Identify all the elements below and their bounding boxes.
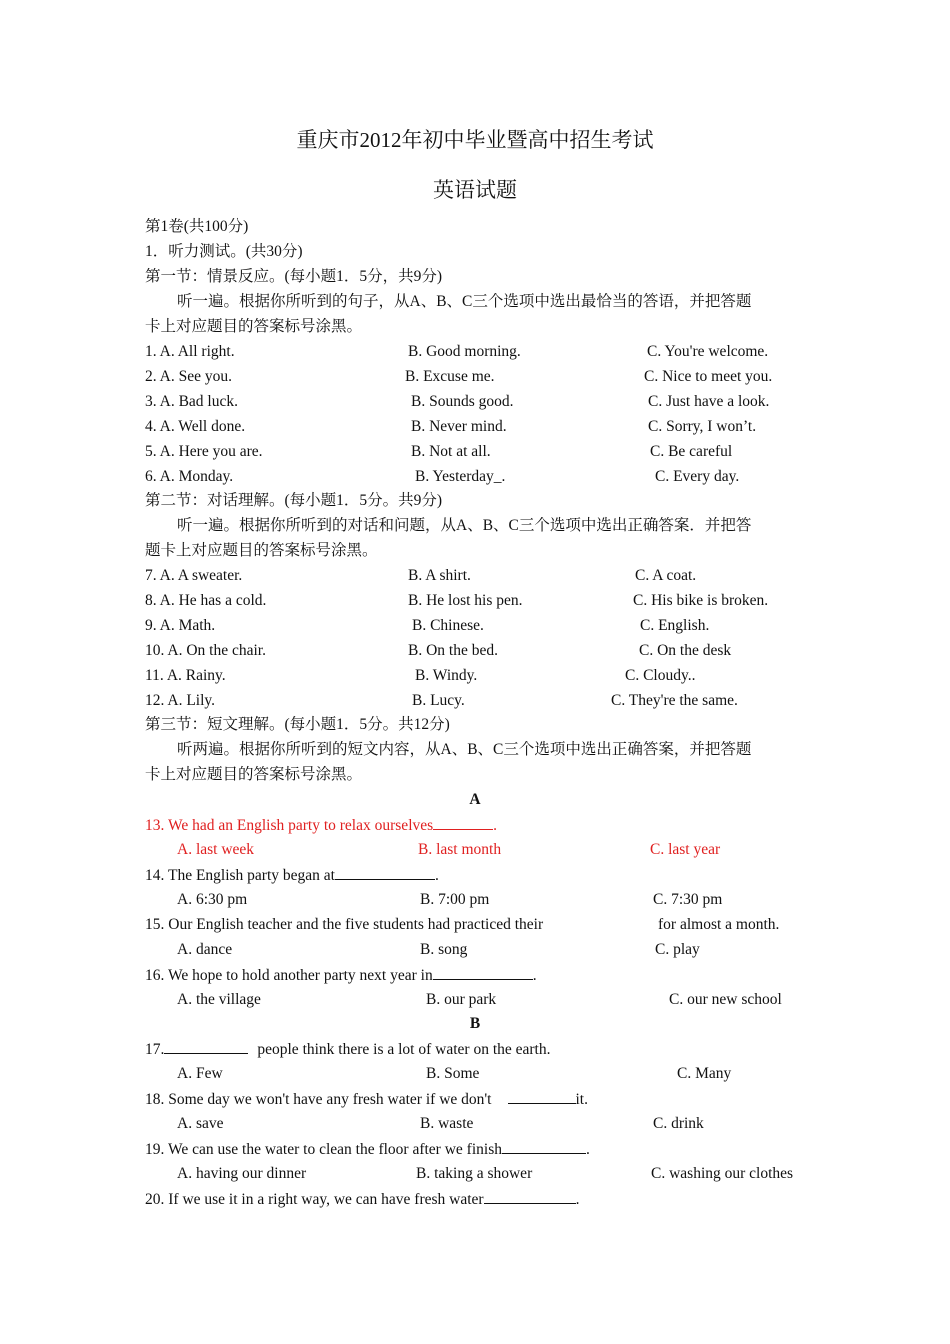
option-c: C. Cloudy..: [625, 667, 696, 684]
option-b: B. Yesterday_.: [415, 468, 506, 485]
question-18-options: [177, 1114, 777, 1134]
option-b: B. our park: [426, 991, 497, 1008]
option-b: B. On the bed.: [408, 642, 498, 659]
option-c: C. English.: [640, 617, 710, 634]
answer-blank: [502, 1139, 586, 1154]
option-a: 7. A. A sweater.: [145, 567, 243, 584]
answer-blank: [484, 1189, 576, 1204]
answer-blank: [335, 865, 435, 880]
option-a: 5. A. Here you are.: [145, 443, 263, 460]
option-b: B. Never mind.: [411, 418, 507, 435]
answer-blank: [164, 1039, 248, 1054]
question-row: [145, 566, 845, 586]
option-b: B. Sounds good.: [411, 393, 514, 410]
question-stem: 16. We hope to hold another party next year in: [145, 967, 433, 984]
option-b: B. Some: [426, 1065, 480, 1082]
section2-heading: 第二节：对话理解。(每小题1．5分。共9分): [145, 492, 443, 509]
question-row: [145, 666, 845, 686]
option-b: B. Lucy.: [412, 692, 465, 709]
question-17: 17. people think there is a lot of water on the earth.: [145, 1041, 551, 1058]
question-13: 13. We had an English party to relax ourselves .: [145, 817, 498, 834]
question-17-options: [177, 1064, 777, 1084]
question-18: 18. Some day we won't have any fresh water if we don't it.: [145, 1091, 588, 1108]
option-b: B. taking a shower: [416, 1165, 533, 1182]
option-a: 2. A. See you.: [145, 368, 232, 385]
exam-title: 重庆市2012年初中毕业暨高中招生考试: [296, 128, 654, 152]
option-b: B. Good morning.: [408, 343, 521, 360]
section3-instruction-cont: 卡上对应题目的答案标号涂黑。: [145, 766, 363, 783]
option-a: 1. A. All right.: [145, 343, 235, 360]
question-16-options: [177, 990, 797, 1010]
passage-b-label: B: [469, 1015, 481, 1032]
question-row: [145, 392, 845, 412]
passage-a-label: A: [469, 791, 481, 808]
option-c: C. play: [655, 941, 700, 958]
option-c: C. Many: [677, 1065, 732, 1082]
question-14-options: [177, 890, 777, 910]
option-c: C. You're welcome.: [647, 343, 769, 360]
question-13-options: [177, 840, 777, 860]
option-c: C. Nice to meet you.: [644, 368, 773, 385]
option-c: C. On the desk: [639, 642, 732, 659]
question-stem: 18. Some day we won't have any fresh water if we don't: [145, 1091, 492, 1108]
question-stem: 15. Our English teacher and the five students had practiced their: [145, 916, 544, 933]
option-a: 9. A. Math.: [145, 617, 216, 634]
question-19-options: [177, 1164, 817, 1184]
section2-instruction: 听一遍。根据你所听到的对话和问题，从A、B、C三个选项中选出正确答案．并把答: [177, 517, 752, 534]
section1-instruction-cont: 卡上对应题目的答案标号涂黑。: [145, 318, 363, 335]
question-row: [145, 591, 845, 611]
option-c: C. Every day.: [655, 468, 740, 485]
question-row: [145, 442, 845, 462]
option-a: A. Few: [177, 1065, 223, 1082]
option-c: C. 7:30 pm: [653, 891, 723, 908]
option-b: B. 7:00 pm: [420, 891, 490, 908]
option-c: C. Sorry, I won’t.: [648, 418, 757, 435]
option-a: 4. A. Well done.: [145, 418, 246, 435]
question-stem: people think there is a lot of water on the earth.: [257, 1041, 551, 1058]
option-a: A. 6:30 pm: [177, 891, 248, 908]
option-c: C. They're the same.: [611, 692, 738, 709]
section1-instruction: 听一遍。根据你所听到的句子，从A、B、C三个选项中选出最恰当的答语，并把答题: [177, 293, 752, 310]
question-16: 16. We hope to hold another party next year in .: [145, 967, 537, 984]
option-b: B. Not at all.: [411, 443, 491, 460]
option-b: B. Windy.: [415, 667, 478, 684]
option-a: A. having our dinner: [177, 1165, 307, 1182]
question-19: 19. We can use the water to clean the floor after we finish .: [145, 1141, 590, 1158]
part-heading: 1．听力测试。(共30分): [145, 243, 303, 260]
option-a: 3. A. Bad luck.: [145, 393, 238, 410]
option-a: 12. A. Lily.: [145, 692, 216, 709]
option-c: C. Be careful: [650, 443, 733, 460]
section1-heading: 第一节：情景反应。(每小题1．5分，共9分): [145, 268, 443, 285]
option-b: B. He lost his pen.: [408, 592, 523, 609]
option-a: A. last week: [177, 841, 255, 858]
option-a: 11. A. Rainy.: [145, 667, 226, 684]
question-row: [145, 691, 845, 711]
volume-label: 第1卷(共100分): [145, 218, 249, 235]
question-row: [145, 467, 845, 487]
option-c: C. A coat.: [635, 567, 697, 584]
option-b: B. A shirt.: [408, 567, 471, 584]
option-a: 6. A. Monday.: [145, 468, 234, 485]
option-c: C. His bike is broken.: [633, 592, 769, 609]
option-b: B. waste: [420, 1115, 474, 1132]
question-15: [145, 915, 805, 935]
option-a: 10. A. On the chair.: [145, 642, 266, 659]
question-20: 20. If we use it in a right way, we can have fresh water .: [145, 1191, 580, 1208]
exam-subtitle: 英语试题: [433, 178, 517, 202]
section3-instruction: 听两遍。根据你所听到的短文内容，从A、B、C三个选项中选出正确答案，并把答题: [177, 741, 752, 758]
section3-heading: 第三节：短文理解。(每小题1．5分。共12分): [145, 716, 450, 733]
option-c: C. drink: [653, 1115, 704, 1132]
question-stem-tail: for almost a month.: [658, 916, 780, 933]
section2-instruction-cont: 题卡上对应题目的答案标号涂黑。: [145, 542, 378, 559]
question-row: [145, 417, 845, 437]
question-row: [145, 367, 845, 387]
option-b: B. Chinese.: [412, 617, 484, 634]
question-stem: 20. If we use it in a right way, we can have fresh water: [145, 1191, 484, 1208]
option-c: C. washing our clothes: [651, 1165, 794, 1182]
question-row: [145, 616, 845, 636]
option-b: B. Excuse me.: [405, 368, 495, 385]
answer-blank: [433, 965, 533, 980]
option-b: B. last month: [418, 841, 502, 858]
answer-blank: [433, 815, 493, 830]
question-stem: 14. The English party began at: [145, 867, 335, 884]
question-row: [145, 641, 845, 661]
option-c: C. our new school: [669, 991, 782, 1008]
option-a: A. save: [177, 1115, 224, 1132]
question-stem: 13. We had an English party to relax ourselves: [145, 817, 434, 834]
option-c: C. Just have a look.: [648, 393, 770, 410]
option-b: B. song: [420, 941, 468, 958]
option-a: 8. A. He has a cold.: [145, 592, 267, 609]
option-a: A. dance: [177, 941, 233, 958]
question-15-options: [177, 940, 777, 960]
answer-blank: [508, 1089, 576, 1104]
question-row: [145, 342, 845, 362]
question-stem: 19. We can use the water to clean the floor after we finish: [145, 1141, 502, 1158]
option-c: C. last year: [650, 841, 721, 858]
question-14: 14. The English party began at .: [145, 867, 439, 884]
option-a: A. the village: [177, 991, 261, 1008]
